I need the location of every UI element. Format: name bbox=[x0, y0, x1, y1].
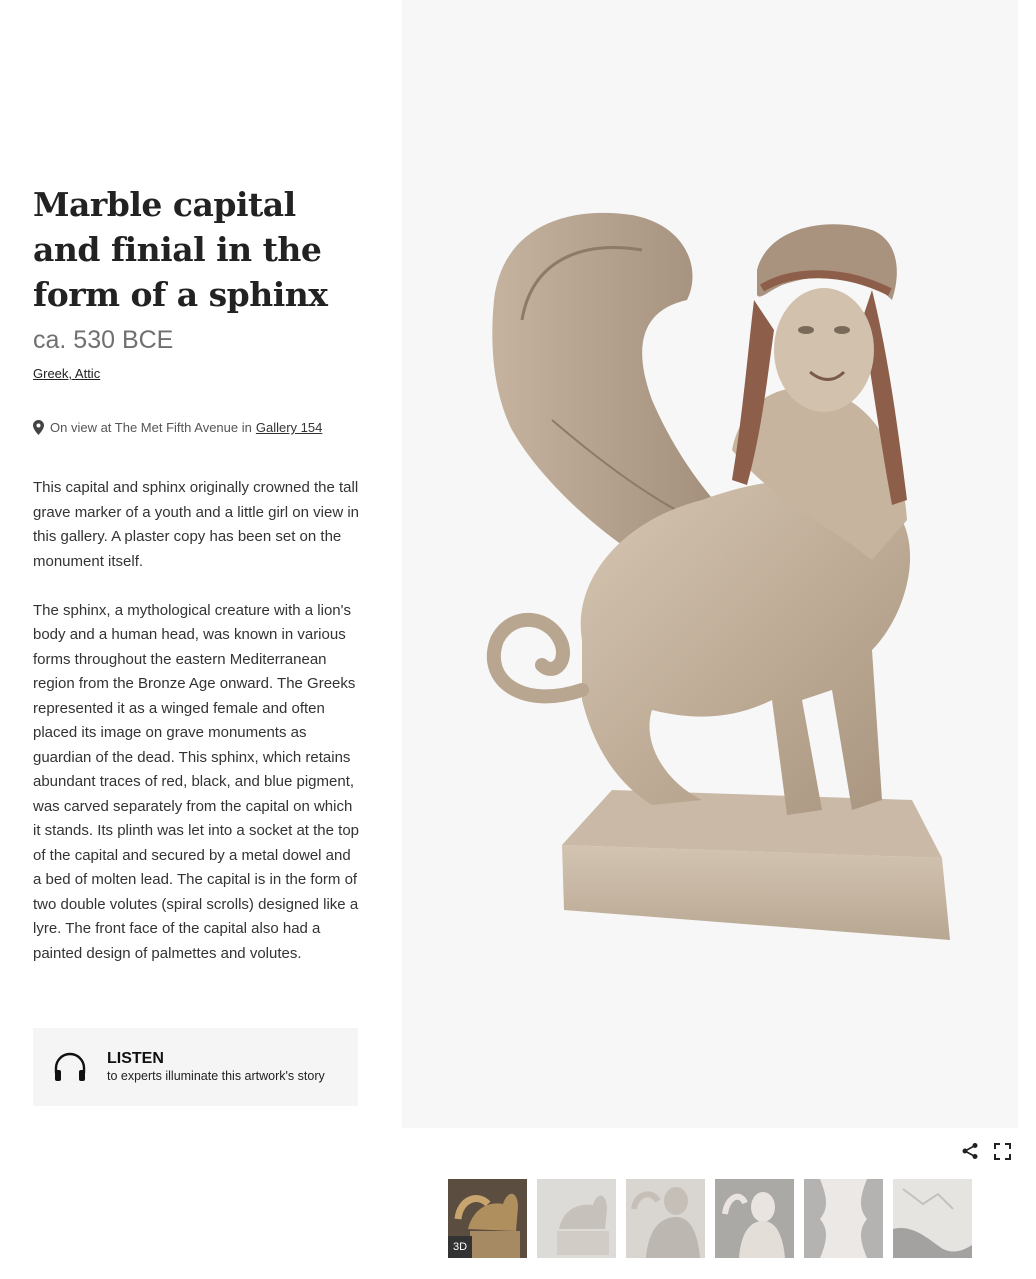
thumbnail-image bbox=[715, 1179, 794, 1258]
listen-title: LISTEN bbox=[107, 1050, 164, 1067]
fullscreen-icon[interactable] bbox=[994, 1143, 1011, 1160]
thumbnail-image bbox=[626, 1179, 705, 1258]
listen-button[interactable] bbox=[33, 1028, 358, 1106]
thumbnail-4[interactable] bbox=[715, 1179, 794, 1258]
headphones-icon bbox=[53, 1051, 87, 1083]
description-paragraph: This capital and sphinx originally crowned the tall grave marker of a youth and a little girl on view in this gallery. A plaster copy has been set on the monument itself. bbox=[33, 479, 359, 570]
thumbnail-image bbox=[537, 1179, 616, 1258]
thumbnail-strip bbox=[448, 1179, 972, 1258]
thumbnail-image bbox=[804, 1179, 883, 1258]
gallery-link[interactable]: Gallery 154 bbox=[255, 420, 323, 435]
location-pin-icon bbox=[33, 420, 44, 435]
culture-link[interactable]: Greek, Attic bbox=[33, 366, 101, 381]
description-paragraph: The sphinx, a mythological creature with a lion's body and a human head, was known in various forms throughout the eastern Mediterranean region from the Bronze Age onward. The Greeks represented it as a winged female and often placed its image on grave monuments as guardian of the dead. This sphinx, which retains abundant traces of red, black, and blue pigment, was carved separately from the capital on which it stands. Its plinth was let into a socket at the top of the capital and secured by a metal dowel and a bed of molten lead. The capital is in the form of two double volutes (spiral scrolls) designed like a lyre. The front face of the capital also had a painted design of palmettes and volutes. bbox=[33, 601, 360, 962]
object-date: ca. 530 BCE bbox=[33, 326, 174, 354]
page-title: Marble capital and finial in the form of a sphinx bbox=[33, 185, 328, 314]
listen-subtitle: to experts illuminate this artwork's story bbox=[107, 1069, 325, 1083]
thumbnail-3[interactable] bbox=[626, 1179, 705, 1258]
description bbox=[33, 476, 363, 991]
sphinx-sculpture-image bbox=[402, 0, 1018, 1128]
thumbnail-5[interactable] bbox=[804, 1179, 883, 1258]
3d-badge: 3D bbox=[448, 1236, 472, 1258]
thumbnail-6[interactable] bbox=[893, 1179, 972, 1258]
thumbnail-3d[interactable] bbox=[448, 1179, 527, 1258]
thumbnail-image bbox=[893, 1179, 972, 1258]
thumbnail-2[interactable] bbox=[537, 1179, 616, 1258]
on-view-location bbox=[33, 420, 322, 435]
on-view-text: On view at The Met Fifth Avenue in bbox=[50, 420, 252, 435]
share-icon[interactable] bbox=[961, 1142, 979, 1160]
artwork-3d-viewer[interactable] bbox=[402, 0, 1018, 1128]
